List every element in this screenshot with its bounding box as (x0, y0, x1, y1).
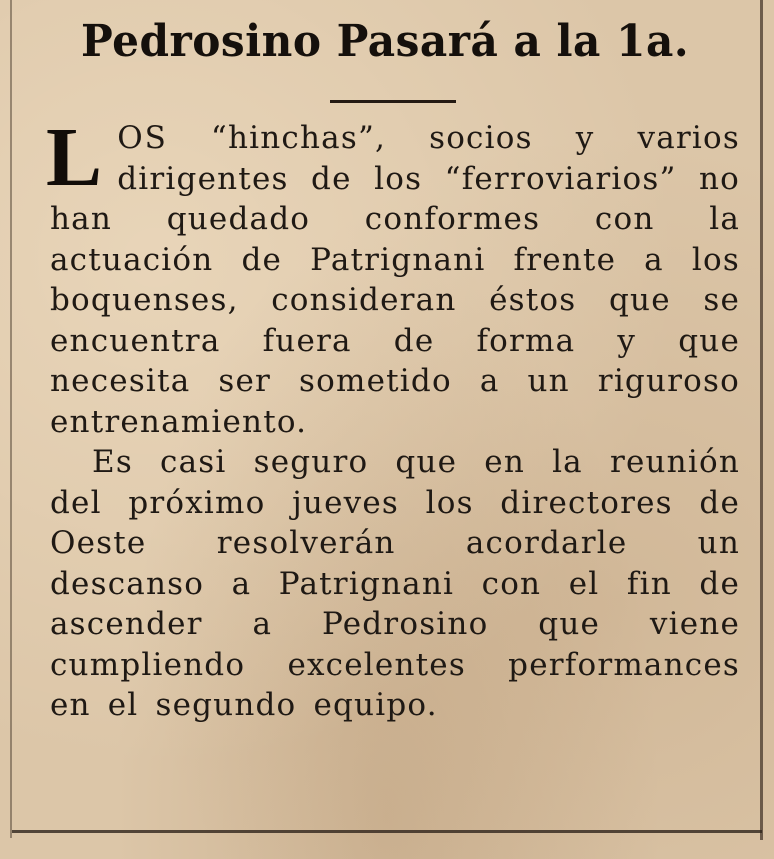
article-body (46, 111, 740, 726)
right-border-rule (760, 0, 763, 840)
headline: Pedrosino Pasará a la 1a. (80, 16, 690, 67)
left-border-rule (10, 0, 12, 838)
paragraph-2: Es casi seguro que en la reunión del próximo jueves los directores de Oeste resolverán acordarle un descanso a Patrignani con el fin de ascender a Pedrosino que viene cumpliendo excelentes performances en el segundo equipo. (50, 444, 740, 723)
paragraph-1-text: “hinchas”, socios y varios dirigentes de los “ferroviarios” no han quedado conformes con la actuación de Patrignani frente a los boquenses, consideran éstos que se encuentra fuera de forma y que necesita ser sometido a un riguroso entrenamiento. (50, 120, 740, 440)
headline-divider (330, 100, 456, 103)
drop-cap: L (46, 111, 104, 204)
paragraph-1 (46, 111, 740, 442)
paragraph-1-lead-word: OS (117, 120, 168, 156)
bottom-border-rule (12, 830, 762, 833)
